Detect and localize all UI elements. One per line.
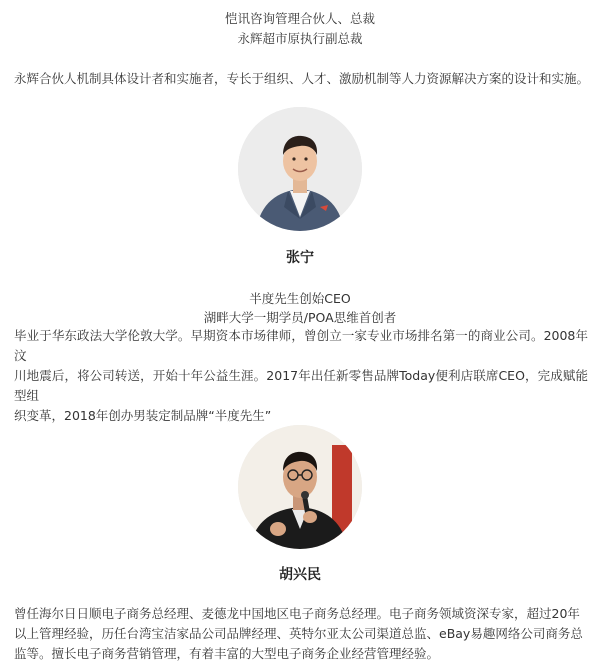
profile-name: 胡兴民 bbox=[279, 567, 321, 583]
profile-bio-line: 曾任海尔日日顺电子商务总经理、麦德龙中国地区电子商务总经理。电子商务领域资深专家，超过20年 bbox=[14, 606, 580, 621]
profile-bio bbox=[14, 604, 588, 664]
intro-title-line-2: 永辉超市原执行副总裁 bbox=[237, 31, 363, 46]
profile-bio-line: 川地震后，将公司转送，开始十年公益生涯。2017年出任新零售品牌Today便利店联席CEO，完成赋能型组 bbox=[14, 368, 588, 403]
profile-bio-line: 监等。擅长电子商务营销管理，有着丰富的大型电子商务企业经营管理经验。 bbox=[14, 646, 440, 661]
profile-bio-line: 以上管理经验，历任台湾宝洁家品公司品牌经理、英特尔亚太公司渠道总监、eBay易趣网络公司商务总 bbox=[14, 626, 583, 641]
profile-bio bbox=[14, 326, 588, 426]
profile-bio-line: 织变革，2018年创办男装定制品牌“半度先生” bbox=[14, 408, 272, 423]
intro-description: 永辉合伙人机制具体设计者和实施者，专长于组织、人才、激励机制等人力资源解决方案的设计和实施。 bbox=[14, 71, 590, 86]
intro-title-line-1: 恺讯咨询管理合伙人、总裁 bbox=[224, 11, 375, 26]
profile-bio-line: 毕业于华东政法大学伦敦大学。早期资本市场律师，曾创立一家专业市场排名第一的商业公司。2008年汶 bbox=[14, 328, 588, 363]
profile-name: 张宁 bbox=[286, 250, 314, 266]
profile-title-line-2: 湖畔大学一期学员/POA思维首创者 bbox=[203, 310, 397, 325]
profile-photo-zhang-ning bbox=[238, 107, 362, 231]
profile-photo-hu-xingmin bbox=[238, 425, 362, 549]
profile-title-line-1: 半度先生创始CEO bbox=[249, 291, 351, 306]
